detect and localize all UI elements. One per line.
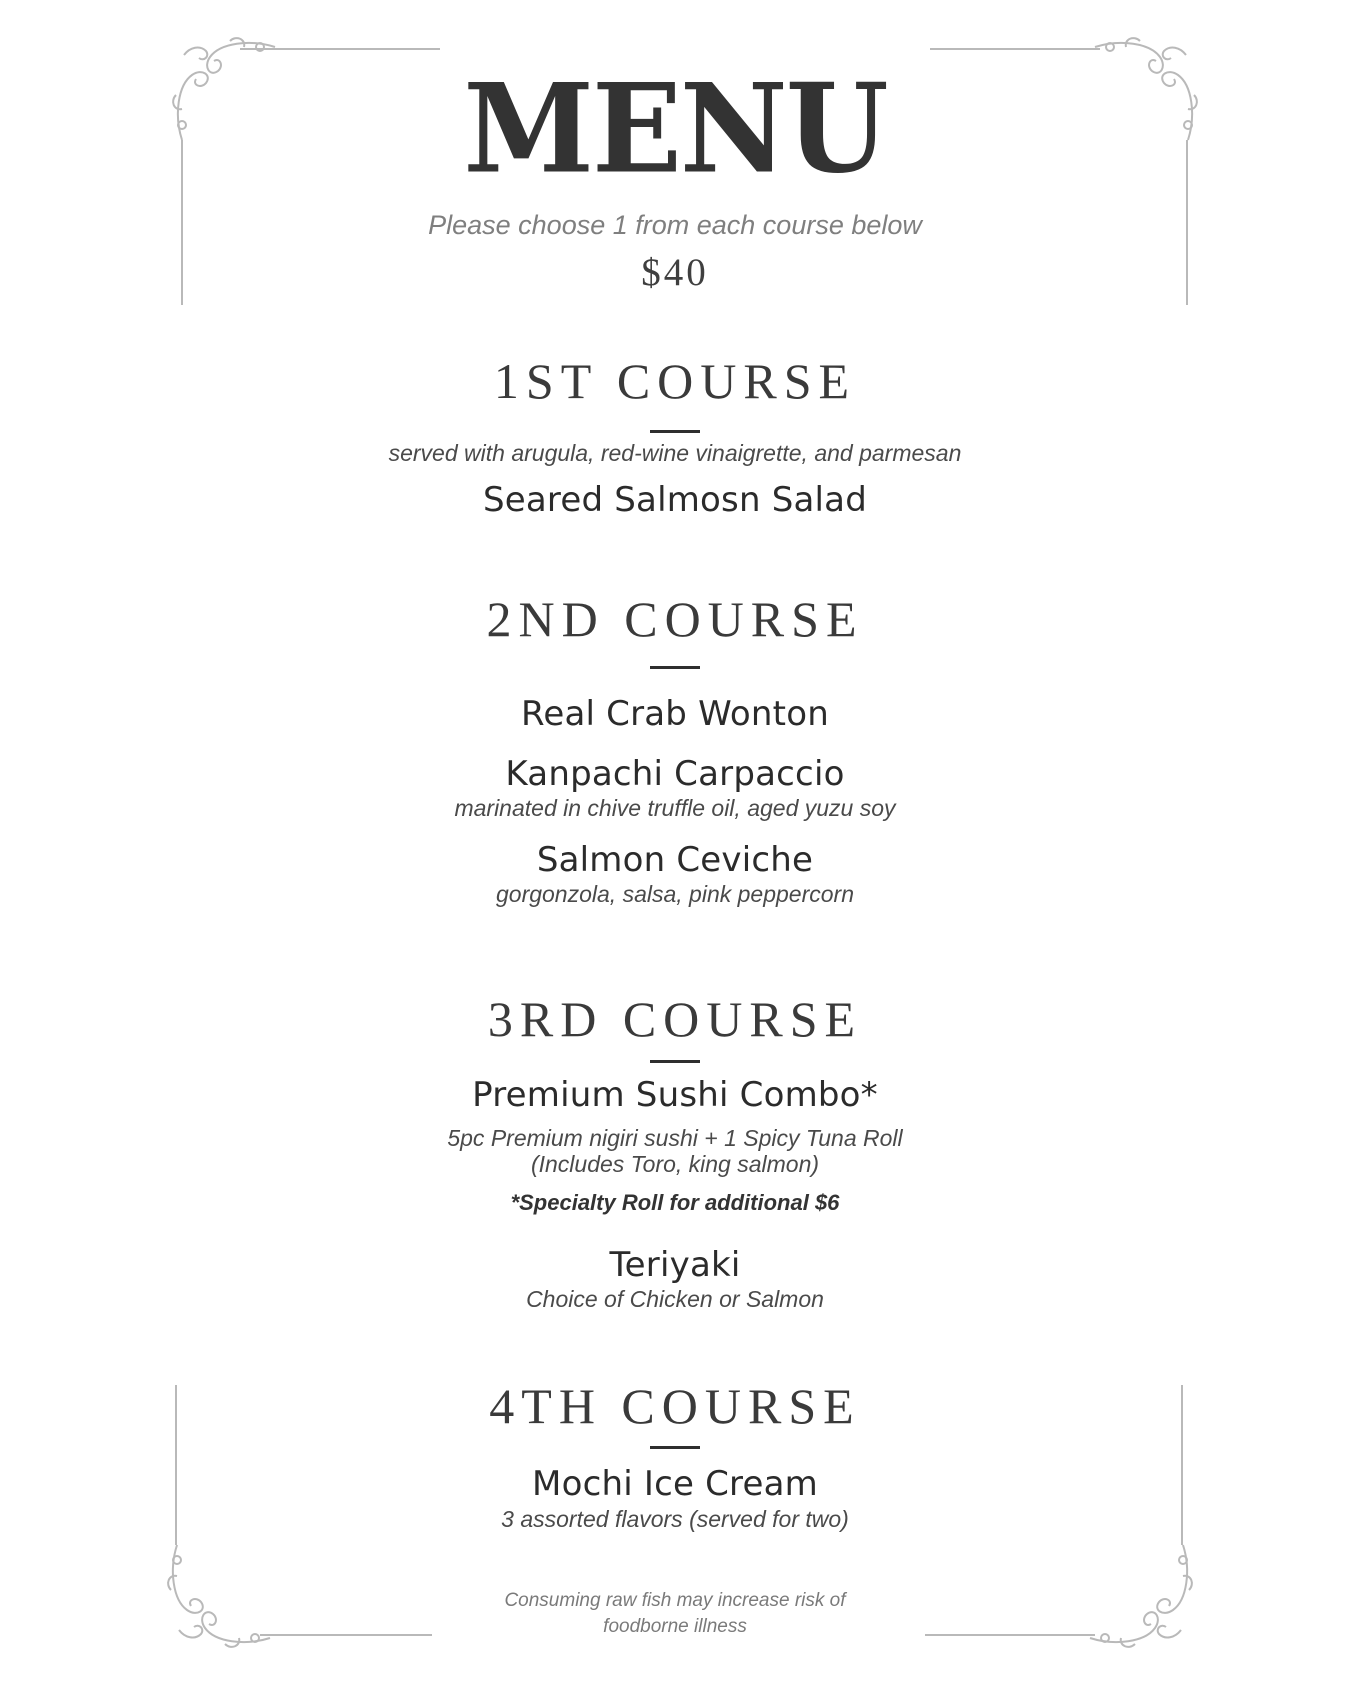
course-divider [650,1446,700,1449]
course-heading-2: 2ND COURSE [486,591,864,647]
dish-name: Mochi Ice Cream [532,1464,818,1504]
course-heading-3: 3RD COURSE [487,991,863,1047]
dish-description: (Includes Toro, king salmon) [530,1151,820,1177]
course-heading-4: 4TH COURSE [489,1378,861,1434]
course-divider [650,430,700,433]
menu-title: MENU [463,56,887,201]
dish-upcharge-note: *Specialty Roll for additional $6 [510,1190,840,1215]
top-right-border-line [930,48,1100,50]
dish-name: Seared Salmosn Salad [482,480,867,520]
course-divider [650,1060,700,1063]
dish-description: 5pc Premium nigiri sushi + 1 Spicy Tuna Roll [447,1125,903,1151]
dish-description: gorgonzola, salsa, pink peppercorn [495,881,854,907]
dish-description: Choice of Chicken or Salmon [526,1286,824,1312]
health-advisory: Consuming raw fish may increase risk of [504,1590,846,1611]
dish-name: Salmon Ceviche [536,840,814,880]
health-advisory: foodborne illness [603,1616,747,1637]
course-heading-1: 1ST COURSE [493,353,857,409]
dish-name: Premium Sushi Combo* [472,1075,878,1115]
menu-price: $40 [641,251,709,294]
course-divider [650,666,700,669]
dish-description: 3 assorted flavors (served for two) [501,1506,849,1532]
course-note-1: served with arugula, red-wine vinaigrette, and parmesan [388,440,962,466]
dish-name: Teriyaki [609,1245,741,1285]
dish-description: marinated in chive truffle oil, aged yuzu soy [454,795,896,821]
menu-subtitle: Please choose 1 from each course below [428,210,922,240]
dish-name: Real Crab Wonton [521,694,829,734]
dish-name: Kanpachi Carpaccio [505,754,845,794]
